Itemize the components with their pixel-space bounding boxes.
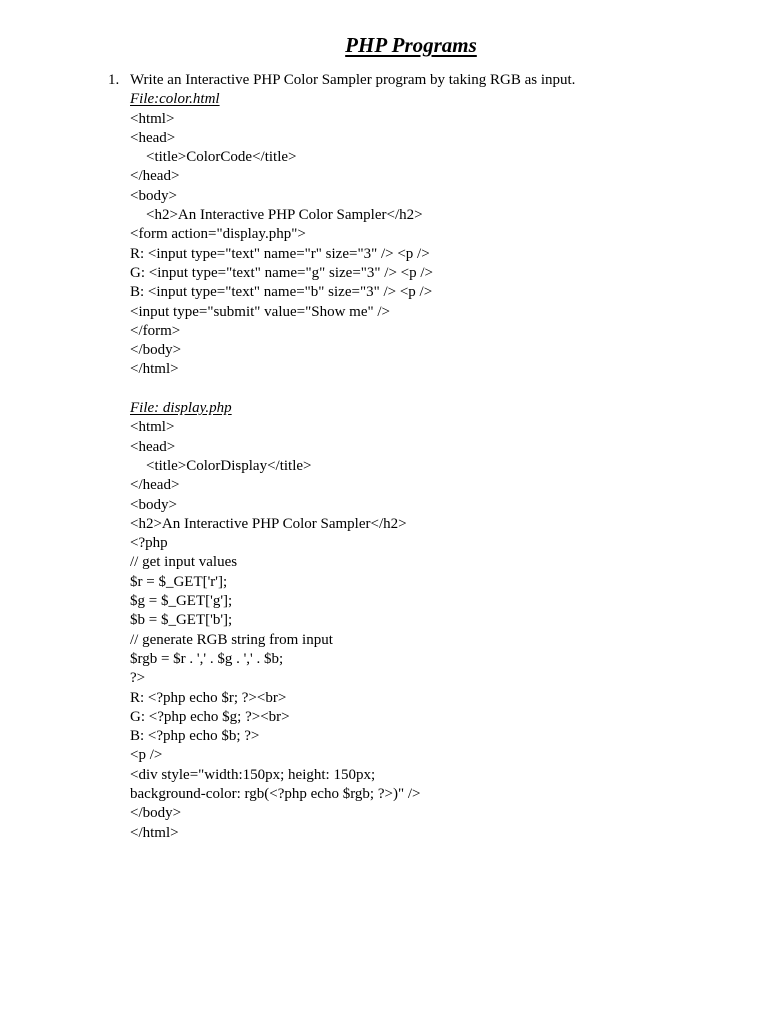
code-line: <h2>An Interactive PHP Color Sampler</h2> bbox=[130, 515, 407, 532]
code-line: G: <input type="text" name="g" size="3" /> <p /> bbox=[130, 264, 433, 281]
code-line: $rgb = $r . ',' . $g . ',' . $b; bbox=[130, 650, 284, 667]
code-line: <html> bbox=[130, 419, 175, 436]
code-line: <?php bbox=[130, 535, 168, 552]
code-line: $g = $_GET['g']; bbox=[130, 593, 233, 610]
code-line: </body> bbox=[130, 805, 182, 822]
code-line: R: <?php echo $r; ?><br> bbox=[130, 689, 287, 706]
code-line: <html> bbox=[130, 110, 175, 127]
code-line: </body> bbox=[130, 342, 182, 359]
code-line: <input type="submit" value="Show me" /> bbox=[130, 303, 390, 320]
code-line: // get input values bbox=[130, 554, 238, 571]
code-line: </html> bbox=[130, 824, 179, 841]
file-label: File:color.html bbox=[130, 91, 220, 108]
item-body bbox=[130, 71, 760, 843]
code-line: B: <input type="text" name="b" size="3" /> <p /> bbox=[130, 284, 433, 301]
code-line: <div style="width:150px; height: 150px; bbox=[130, 766, 376, 783]
code-line: </head> bbox=[130, 168, 180, 185]
code-line: </form> bbox=[130, 322, 181, 339]
code-line: $b = $_GET['b']; bbox=[130, 612, 233, 629]
file-label: File: display.php bbox=[130, 400, 232, 417]
code-line: ?> bbox=[130, 670, 146, 687]
code-line: <title>ColorDisplay</title> bbox=[146, 457, 312, 474]
item-number: 1. bbox=[108, 72, 120, 88]
code-line: B: <?php echo $b; ?> bbox=[130, 728, 260, 745]
page-title: PHP Programs bbox=[345, 33, 477, 57]
code-line: </head> bbox=[130, 477, 180, 494]
code-line: <h2>An Interactive PHP Color Sampler</h2> bbox=[146, 207, 423, 224]
code-line: <body> bbox=[130, 187, 177, 204]
blank-line bbox=[130, 380, 760, 399]
question-text: Write an Interactive PHP Color Sampler program by taking RGB as input. bbox=[130, 72, 576, 88]
code-line: <head> bbox=[130, 438, 176, 455]
code-line: R: <input type="text" name="r" size="3" /> <p /> bbox=[130, 245, 430, 262]
code-line: $r = $_GET['r']; bbox=[130, 573, 228, 590]
code-line: <head> bbox=[130, 129, 176, 146]
code-line: <body> bbox=[130, 496, 177, 513]
code-line: </html> bbox=[130, 361, 179, 378]
code-line: <p /> bbox=[130, 747, 163, 764]
code-line: <form action="display.php"> bbox=[130, 226, 306, 243]
code-line: background-color: rgb(<?php echo $rgb; ?>)" /> bbox=[130, 785, 421, 802]
code-line: G: <?php echo $g; ?><br> bbox=[130, 708, 290, 725]
code-line: // generate RGB string from input bbox=[130, 631, 333, 648]
code-line: <title>ColorCode</title> bbox=[146, 149, 297, 166]
